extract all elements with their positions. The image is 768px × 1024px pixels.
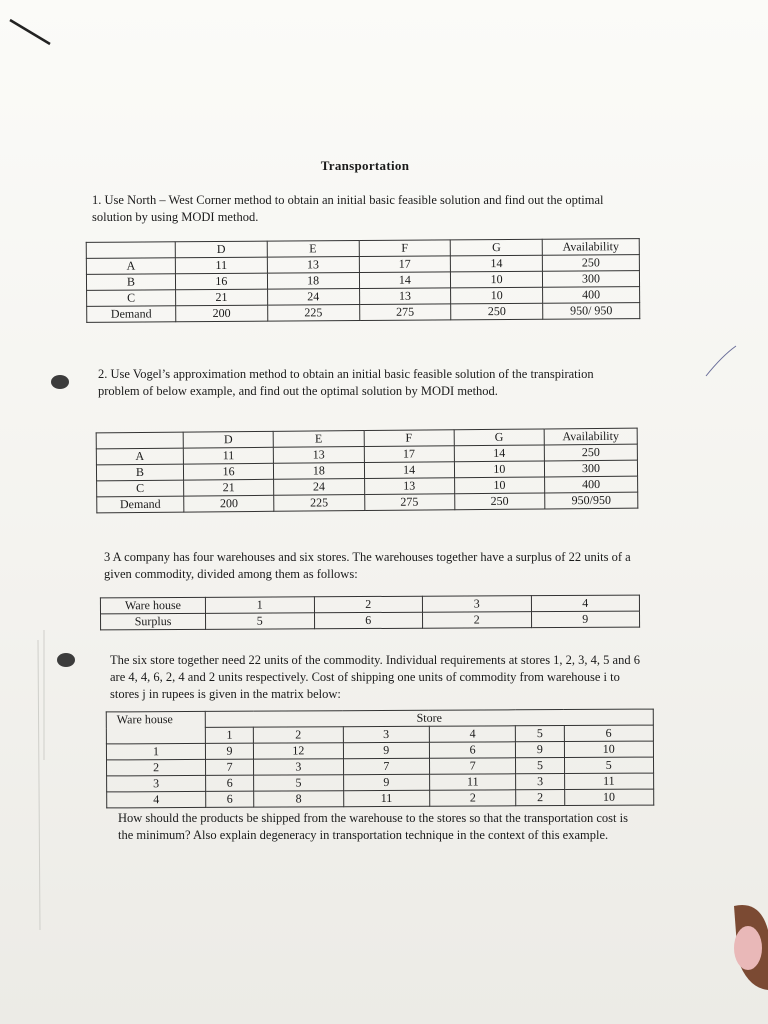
table-cell: Surplus: [101, 613, 206, 630]
table-cell: 250: [544, 444, 637, 461]
table-cell: 13: [359, 288, 451, 305]
table-cell: 9: [205, 743, 253, 759]
table-cell: 10: [564, 741, 654, 757]
table-cell: 11: [175, 257, 267, 274]
table-cell: F: [359, 240, 451, 257]
table-cell: 200: [176, 305, 268, 322]
table-cell: 2: [422, 612, 531, 629]
table-cell: G: [454, 429, 544, 446]
question-3-text: 3 A company has four warehouses and six stores. The warehouses together have a surplus of 22 units of a given commodity, divided among them as follows:: [104, 550, 631, 581]
table-cell: 6: [206, 775, 254, 791]
table-cell: E: [273, 431, 363, 448]
table-cell: 11: [564, 773, 654, 789]
table-cell: B: [86, 274, 175, 291]
table-cell: 10: [451, 287, 543, 304]
table-cell: 6: [314, 612, 423, 629]
table-cell: 1: [106, 743, 205, 760]
table-cell: 6: [564, 725, 654, 741]
table-cell: 400: [543, 287, 640, 304]
table-cell: 9: [531, 611, 640, 628]
table-cell: [96, 432, 183, 449]
table-cell: 5: [516, 726, 564, 742]
table-cell: C: [87, 290, 176, 307]
table-cell: 3: [107, 775, 206, 792]
table-cell: 6: [429, 742, 515, 758]
table-cell: 250: [451, 303, 543, 320]
table-cell: 21: [184, 479, 274, 496]
table-cell: 7: [343, 758, 429, 774]
table-cell: 12: [254, 743, 344, 759]
page-title: Transportation: [320, 158, 410, 173]
table-cell: 10: [454, 461, 544, 478]
table-cell: 7: [429, 758, 515, 774]
table-cell: 13: [364, 478, 454, 495]
table-row: [87, 303, 640, 323]
table-cell: 3: [343, 726, 429, 742]
table-cell: 2: [516, 790, 564, 806]
table-cell: 8: [254, 791, 344, 807]
table-cell: 14: [359, 272, 451, 289]
store-header-cell: Store: [205, 709, 653, 727]
table-cell: 21: [176, 289, 268, 306]
table-cell: 1: [205, 727, 253, 743]
table-cell: 13: [274, 447, 364, 464]
table-cell: 300: [544, 460, 637, 477]
table-cell: 5: [254, 775, 344, 791]
table-cell: 16: [183, 463, 273, 480]
table-cell: 7: [206, 759, 254, 775]
table-cell: 2: [314, 596, 423, 613]
table-cell: 16: [175, 273, 267, 290]
table-cell: C: [97, 480, 184, 497]
table-corner-cell: Ware house: [106, 711, 205, 744]
table-cell: 950/ 950: [543, 303, 640, 320]
table-cell: 18: [267, 273, 359, 290]
table-cell: 2: [430, 790, 516, 806]
table-cell: F: [364, 430, 454, 447]
table-cell: 4: [107, 791, 206, 808]
table-cell: [86, 242, 175, 259]
question-2-text: 2. Use Vogel’s approximation method to obtain an initial basic feasible solution of the transpiration problem of below example, and find out the optimal solution by MODI method.: [98, 367, 594, 398]
table-cell: 275: [364, 494, 454, 511]
table-cell: 4: [429, 726, 515, 742]
table-cell: 275: [359, 304, 451, 321]
table-cell: 10: [564, 789, 654, 805]
table-cell: 3: [516, 774, 564, 790]
table-cell: 14: [451, 255, 543, 272]
table-cell: B: [96, 464, 183, 481]
table-cell: D: [175, 241, 267, 258]
question-3-closing-text: How should the products be shipped from the warehouse to the stores so that the transportation cost is the minimum? Also explain degeneracy in transportation technique in the context of this example.: [118, 811, 628, 842]
table-cell: Availability: [542, 239, 639, 256]
table-row: [107, 789, 654, 808]
table-cell: 3: [254, 759, 344, 775]
table-cell: G: [450, 239, 542, 256]
table-cell: 400: [545, 476, 638, 493]
table-cell: 9: [516, 742, 564, 758]
table-cell: 5: [516, 758, 564, 774]
table-cell: 10: [454, 477, 544, 494]
question-2-cost-table: [96, 428, 639, 514]
question-1-text: 1. Use North – West Corner method to obtain an initial basic feasible solution and find out the optimal solution by using MODI method.: [92, 193, 604, 224]
table-cell: Demand: [87, 306, 176, 323]
table-cell: 4: [531, 595, 640, 612]
table-cell: 5: [564, 757, 654, 773]
table-cell: 11: [430, 774, 516, 790]
table-cell: Availability: [544, 428, 637, 445]
table-cell: 5: [206, 613, 315, 630]
table-cell: 200: [184, 495, 274, 512]
table-cell: 11: [183, 447, 273, 464]
table-cell: Ware house: [100, 597, 205, 614]
table-cell: 14: [454, 445, 544, 462]
question-1-cost-table: [86, 238, 641, 323]
table-row: [101, 611, 640, 630]
table-cell: 18: [274, 463, 364, 480]
question-3-requirements-text: The six store together need 22 units of the commodity. Individual requirements at stores 1, 2, 3, 4, 5 and 6 are 4, 4, 6, 2, 4 and 2 units respectively. Cost of shipping one units of commodity from warehouse i to stores j in rupees is given in the matrix below:: [110, 653, 640, 701]
table-cell: 1: [205, 597, 314, 614]
table-cell: 950/950: [545, 492, 638, 509]
table-cell: 2: [253, 727, 343, 743]
table-cell: 10: [451, 271, 543, 288]
table-cell: 250: [454, 493, 544, 510]
table-cell: 13: [267, 257, 359, 274]
table-cell: 225: [274, 495, 364, 512]
table-cell: Demand: [97, 496, 184, 513]
shipping-cost-matrix: [106, 709, 655, 809]
table-cell: 300: [542, 271, 639, 288]
table-cell: 225: [267, 305, 359, 322]
table-cell: 24: [274, 479, 364, 496]
table-cell: 24: [267, 289, 359, 306]
table-cell: 14: [364, 462, 454, 479]
table-cell: 250: [542, 255, 639, 272]
table-cell: 17: [359, 256, 451, 273]
table-cell: 6: [206, 791, 254, 807]
table-cell: 9: [343, 742, 429, 758]
table-cell: 11: [343, 790, 429, 806]
table-cell: 9: [343, 774, 429, 790]
table-cell: D: [183, 431, 273, 448]
table-cell: 2: [107, 759, 206, 776]
warehouse-surplus-table: [100, 595, 640, 631]
table-cell: 17: [364, 446, 454, 463]
table-cell: A: [86, 258, 175, 275]
table-cell: A: [96, 448, 183, 465]
table-cell: E: [267, 241, 359, 258]
table-cell: 3: [422, 596, 531, 613]
